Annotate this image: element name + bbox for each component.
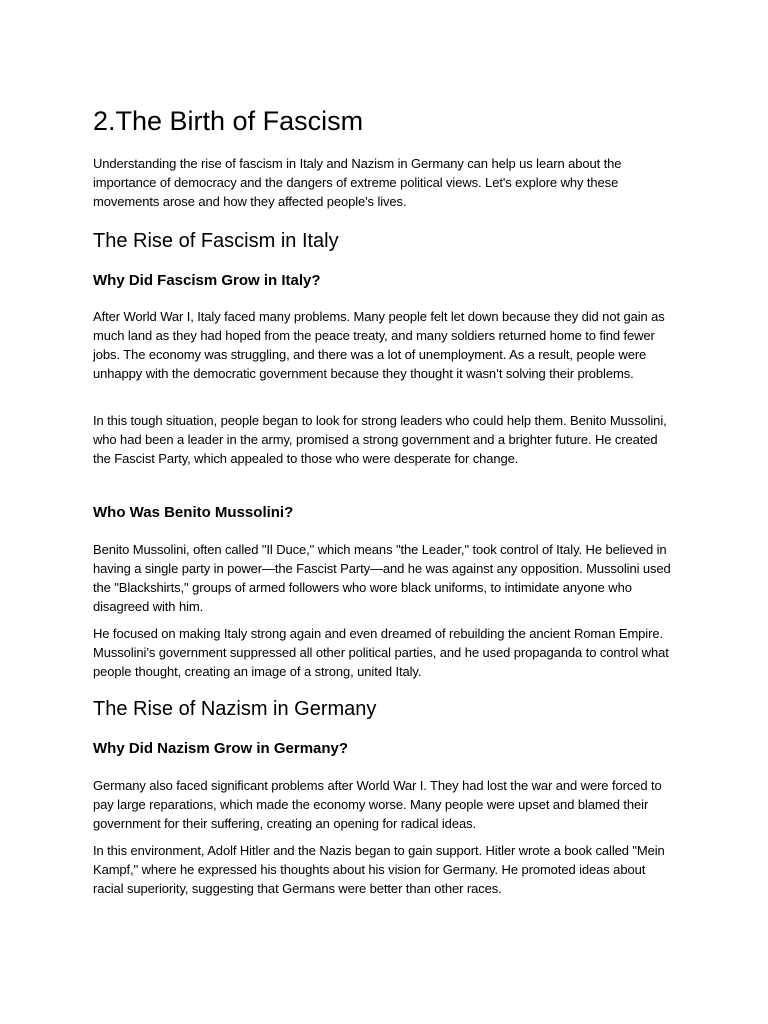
paragraph-germany-problems: Germany also faced significant problems after World War I. They had lost the war and were forced to pay large reparations, which made the economy worse. Many people were upset and blamed their government for their suffering, creating an opening for radical ideas. bbox=[93, 778, 662, 831]
section-heading-italy: The Rise of Fascism in Italy bbox=[93, 230, 339, 252]
subsection-heading-why-nazism: Why Did Nazism Grow in Germany? bbox=[93, 740, 349, 757]
paragraph-mussolini-control: Benito Mussolini, often called "Il Duce," which means "the Leader," took control of Italy. He believed in having a single party in power—the Fascist Party—and he was against any opposition. Mussolini used the "Blackshirts," groups of armed followers who wore black uniforms, to intimidate anyone who disagreed with him. bbox=[93, 542, 671, 614]
subsection-heading-mussolini: Who Was Benito Mussolini? bbox=[93, 504, 294, 521]
paragraph-germany-hitler: In this environment, Adolf Hitler and the Nazis began to gain support. Hitler wrote a book called "Mein Kampf," where he expressed his thoughts about his vision for Germany. He promoted ideas about racial superiority, suggesting that Germans were better than other races. bbox=[93, 843, 665, 896]
intro-paragraph: Understanding the rise of fascism in Italy and Nazism in Germany can help us learn about the importance of democracy and the dangers of extreme political views. Let's explore why these movements arose and how they affected people's lives. bbox=[93, 156, 622, 209]
page-title: 2.The Birth of Fascism bbox=[93, 106, 364, 136]
paragraph-italy-problems: After World War I, Italy faced many problems. Many people felt let down because they did not gain as much land as they had hoped from the peace treaty, and many soldiers returned home to find fewer jobs. The economy was struggling, and there was a lot of unemployment. As a result, people were unhappy with the democratic government because they thought it wasn’t solving their problems. bbox=[93, 309, 665, 381]
paragraph-mussolini-empire: He focused on making Italy strong again and even dreamed of rebuilding the ancient Roman Empire. Mussolini’s government suppressed all other political parties, and he used propaganda to control what people thought, creating an image of a strong, united Italy. bbox=[93, 626, 669, 679]
paragraph-italy-leaders: In this tough situation, people began to look for strong leaders who could help them. Benito Mussolini, who had been a leader in the army, promised a strong government and a brighter future. He created the Fascist Party, which appealed to those who were desperate for change. bbox=[93, 413, 667, 466]
section-heading-germany: The Rise of Nazism in Germany bbox=[93, 698, 377, 720]
subsection-heading-why-fascism: Why Did Fascism Grow in Italy? bbox=[93, 272, 321, 289]
